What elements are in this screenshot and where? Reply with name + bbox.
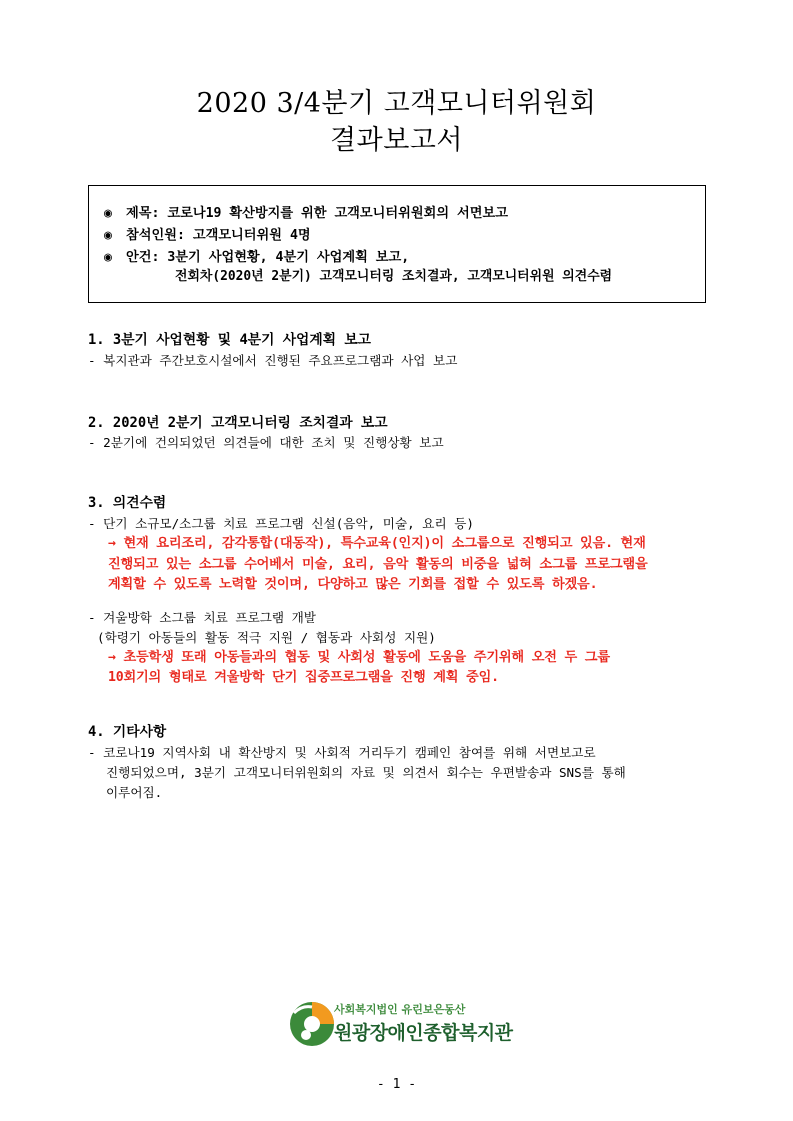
- logo-name: 원광장애인종합복지관: [334, 1022, 513, 1044]
- document-title-line1: 2020 3/4분기 고객모니터위원회: [196, 88, 597, 119]
- document-title-line2: 결과보고서: [330, 125, 463, 156]
- section-3-item-1: - 단기 소규모/소그룹 치료 프로그램 신설(음악, 미술, 요리 등): [88, 516, 474, 531]
- summary-item-subject: ◉ 제목: 코로나19 확산방지를 위한 고객모니터위원회의 서면보고: [104, 206, 508, 221]
- section-3-heading: 3. 의견수렴: [88, 495, 167, 511]
- section-3-item-2-sub: (학령기 아동들의 활동 적극 지원 / 협동과 사회성 지원): [97, 630, 436, 645]
- section-3-response-1-line-1: → 현재 요리조리, 감각통합(대동작), 특수교육(인지)이 소그룹으로 진행되고 있음. 현재: [108, 536, 646, 551]
- section-3-response-1-line-2: 진행되고 있는 소그룹 수어베서 미술, 요리, 음악 활동의 비중을 넓혀 소그룹 프로그램을: [108, 557, 648, 572]
- section-1-line: - 복지관과 주간보호시설에서 진행된 주요프로그램과 사업 보고: [88, 353, 458, 368]
- section-4-line-1: - 코로나19 지역사회 내 확산방지 및 사회적 거리두기 캠페인 참여를 위해 서면보고로: [88, 745, 596, 760]
- summary-item-attendees: ◉ 참석인원: 고객모니터위원 4명: [104, 228, 311, 243]
- bullet-icon: ◉: [104, 228, 112, 243]
- bullet-icon: ◉: [104, 206, 112, 221]
- section-3-response-1-line-3: 계획할 수 있도록 노력할 것이며, 다양하고 많은 기회를 접할 수 있도록 하겠음.: [108, 577, 598, 592]
- section-3-response-2-line-2: 10회기의 형태로 겨울방학 단기 집중프로그램을 진행 계획 중임.: [108, 670, 499, 685]
- section-1-heading: 1. 3분기 사업현황 및 4분기 사업계획 보고: [88, 332, 371, 348]
- section-2-line: - 2분기에 건의되었던 의견들에 대한 조치 및 진행상황 보고: [88, 435, 444, 450]
- section-4-heading: 4. 기타사항: [88, 724, 167, 740]
- summary-agenda-continuation: 전회차(2020년 2분기) 고객모니터링 조치결과, 고객모니터위원 의견수렴: [175, 269, 613, 284]
- section-2-heading: 2. 2020년 2분기 고객모니터링 조치결과 보고: [88, 415, 388, 431]
- section-4-line-3: 이루어짐.: [106, 785, 163, 800]
- section-3-response-2-line-1: → 초등학생 또래 아동들과의 협동 및 사회성 활동에 도움을 주기위해 오전 두 그룹: [108, 650, 610, 665]
- section-3-item-2: - 겨울방학 소그룹 치료 프로그램 개발: [88, 610, 316, 625]
- summary-item-agenda: ◉ 안건: 3분기 사업현황, 4분기 사업계획 보고,: [104, 250, 410, 265]
- logo-subtitle: 사회복지법인 유린보은동산: [334, 1003, 466, 1016]
- section-4-line-2: 진행되었으며, 3분기 고객모니터위원회의 자료 및 의견서 회수는 우편발송과 SNS를 통해: [106, 765, 626, 780]
- page-number: - 1 -: [376, 1077, 417, 1092]
- bullet-icon: ◉: [104, 250, 112, 265]
